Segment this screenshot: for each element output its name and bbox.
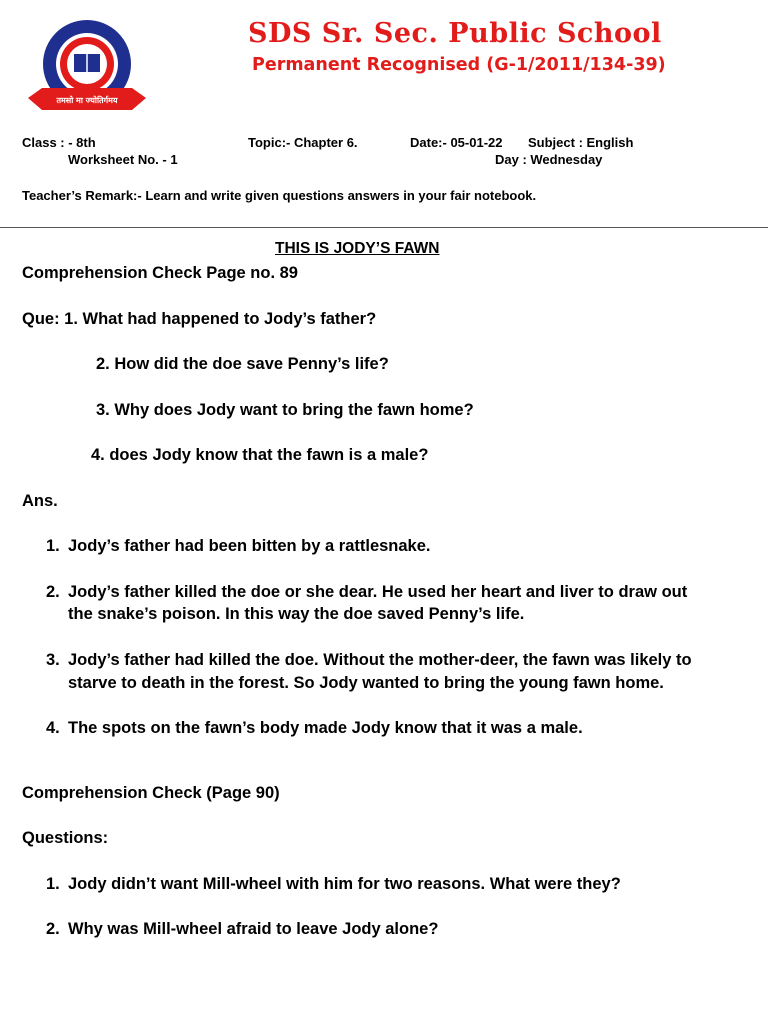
subject-label: Subject : English <box>528 135 634 150</box>
answer-3-text-line-1: Jody’s father had killed the doe. Without the mother-deer, the fawn was likely to <box>68 651 692 669</box>
date-label: Date:- 05-01-22 <box>410 135 503 150</box>
question-4: 4. does Jody know that the fawn is a male? <box>91 446 429 464</box>
answer-1-number: 1. <box>46 537 60 555</box>
question-2: 2. How did the doe save Penny’s life? <box>96 355 389 373</box>
question2-1-number: 1. <box>46 875 60 893</box>
answer-4-number: 4. <box>46 719 60 737</box>
topic-label: Topic:- Chapter 6. <box>248 135 358 150</box>
answer-4-text: The spots on the fawn’s body made Jody know that it was a male. <box>68 719 583 737</box>
answer-1-text: Jody’s father had been bitten by a rattlesnake. <box>68 537 431 555</box>
answer-2-text-line-2: the snake’s poison. In this way the doe saved Penny’s life. <box>68 605 525 623</box>
question-3: 3. Why does Jody want to bring the fawn home? <box>96 401 474 419</box>
question-1: Que: 1. What had happened to Jody’s father? <box>22 310 377 328</box>
questions-label: Questions: <box>22 829 109 847</box>
answer-3-text-line-2: starve to death in the forest. So Jody wanted to bring the young fawn home. <box>68 674 664 692</box>
day-label: Day : Wednesday <box>495 152 603 167</box>
answer-3-number: 3. <box>46 651 60 669</box>
teacher-remark: Teacher’s Remark:- Learn and write given questions answers in your fair notebook. <box>22 188 537 203</box>
question2-1-text: Jody didn’t want Mill-wheel with him for two reasons. What were they? <box>68 875 621 893</box>
question2-2-number: 2. <box>46 920 60 938</box>
answer-2-number: 2. <box>46 583 60 601</box>
worksheet-number: Worksheet No. - 1 <box>68 152 178 167</box>
section-heading-2: Comprehension Check (Page 90) <box>22 784 280 802</box>
answer-2-text-line-1: Jody’s father killed the doe or she dear. He used her heart and liver to draw out <box>68 583 688 601</box>
logo-motto: तमसो मा ज्योतिर्गमय <box>56 96 118 105</box>
header-divider <box>0 227 768 228</box>
school-name: SDS Sr. Sec. Public School <box>248 18 662 49</box>
school-logo <box>22 16 152 126</box>
page-title: THIS IS JODY’S FAWN <box>275 240 440 257</box>
question2-2-text: Why was Mill-wheel afraid to leave Jody alone? <box>68 920 439 938</box>
class-label: Class : - 8th <box>22 135 96 150</box>
section-heading: Comprehension Check Page no. 89 <box>22 264 298 282</box>
answers-label: Ans. <box>22 492 58 510</box>
recognition-number: Permanent Recognised (G-1/2011/134-39) <box>252 55 666 75</box>
